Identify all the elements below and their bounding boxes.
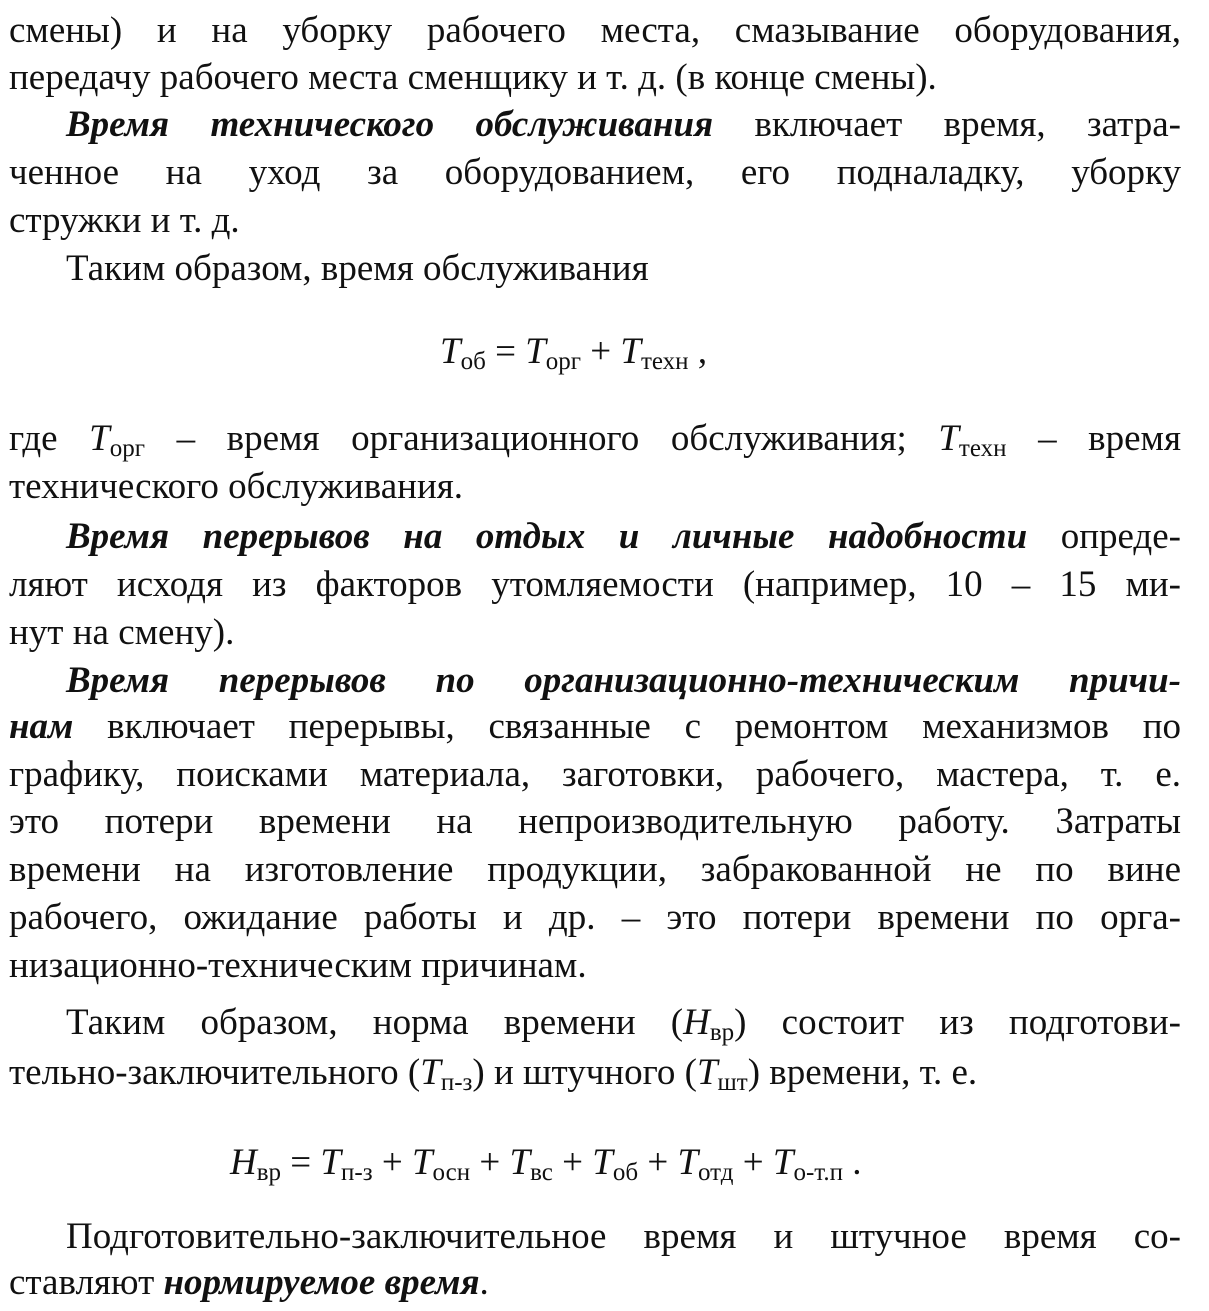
paragraph-6-line-5: времени на изготовление продукции, забракованной не по вине [9, 849, 1181, 890]
paragraph-6-line-4: это потери времени на непроизводительную работу. Затраты [9, 801, 1181, 842]
paragraph-4-line-1: где $T_{орг}$ – время организационного обслуживания; $T_{техн}$ – время [9, 418, 1181, 462]
paragraph-6-line-3: графику, поисками материала, заготовки, рабочего, мастера, т. е. [9, 754, 1181, 795]
formula-time-norm: $H_{вр} = T_{п-з} + T_{осн} + T_{вс} + T_{об} + T_{отд} + T_{о-т.п}$ . [230, 1142, 862, 1186]
paragraph-2-line-2: ченное на уход за оборудованием, его подналадку, уборку [9, 152, 1181, 193]
term-break-time: Время перерывов на отдых и личные надобности [66, 516, 1028, 557]
term-org-tech-breaks: Время перерывов по организационно-техническим причи- [66, 660, 1181, 701]
paragraph-6-line-7: низационно-техническим причинам. [9, 945, 587, 986]
paragraph-6-line-6: рабочего, ожидание работы и др. – это потери времени по орга- [9, 897, 1181, 938]
paragraph-7-line-2: тельно-заключительного $(T_{п-з})$ и штучного $(T_{шт})$ времени, т. е. [9, 1052, 978, 1096]
paragraph-1-line-1: смены) и на уборку рабочего места, смазывание оборудования, [9, 10, 1181, 51]
paragraph-7-line-1: Таким образом, норма времени $(H_{вр})$ состоит из подготови- [66, 1002, 1181, 1046]
paragraph-5-line-3: нут на смену). [9, 612, 235, 653]
term-maintenance-time: Время технического обслуживания [66, 104, 714, 145]
paragraph-2-line-1: Время технического обслуживания включает время, затра- [66, 104, 1181, 145]
term-normalized-time: нормируемое время [163, 1262, 480, 1303]
paragraph-1-line-2: передачу рабочего места сменщику и т. д. (в конце смены). [9, 57, 937, 98]
paragraph-4-line-2: технического обслуживания. [9, 466, 464, 507]
paragraph-5-line-2: ляют исходя из факторов утомляемости (например, 10 – 15 ми- [9, 564, 1181, 605]
paragraph-2-line-3: стружки и т. д. [9, 200, 240, 241]
paragraph-5-line-1: Время перерывов на отдых и личные надобности опреде- [66, 516, 1182, 557]
paragraph-8-line-1: Подготовительно-заключительное время и штучное время со- [66, 1216, 1181, 1257]
paragraph-6-line-2: нам включает перерывы, связанные с ремонтом механизмов по [9, 706, 1181, 747]
paragraph-6-line-1 [66, 656, 1181, 705]
formula-service-time: $T_{об} = T_{орг} + T_{техн}$ , [440, 331, 708, 375]
paragraph-3-line-1: Таким образом, время обслуживания [66, 248, 649, 289]
paragraph-8-line-2: ставляют нормируемое время. [9, 1262, 489, 1303]
